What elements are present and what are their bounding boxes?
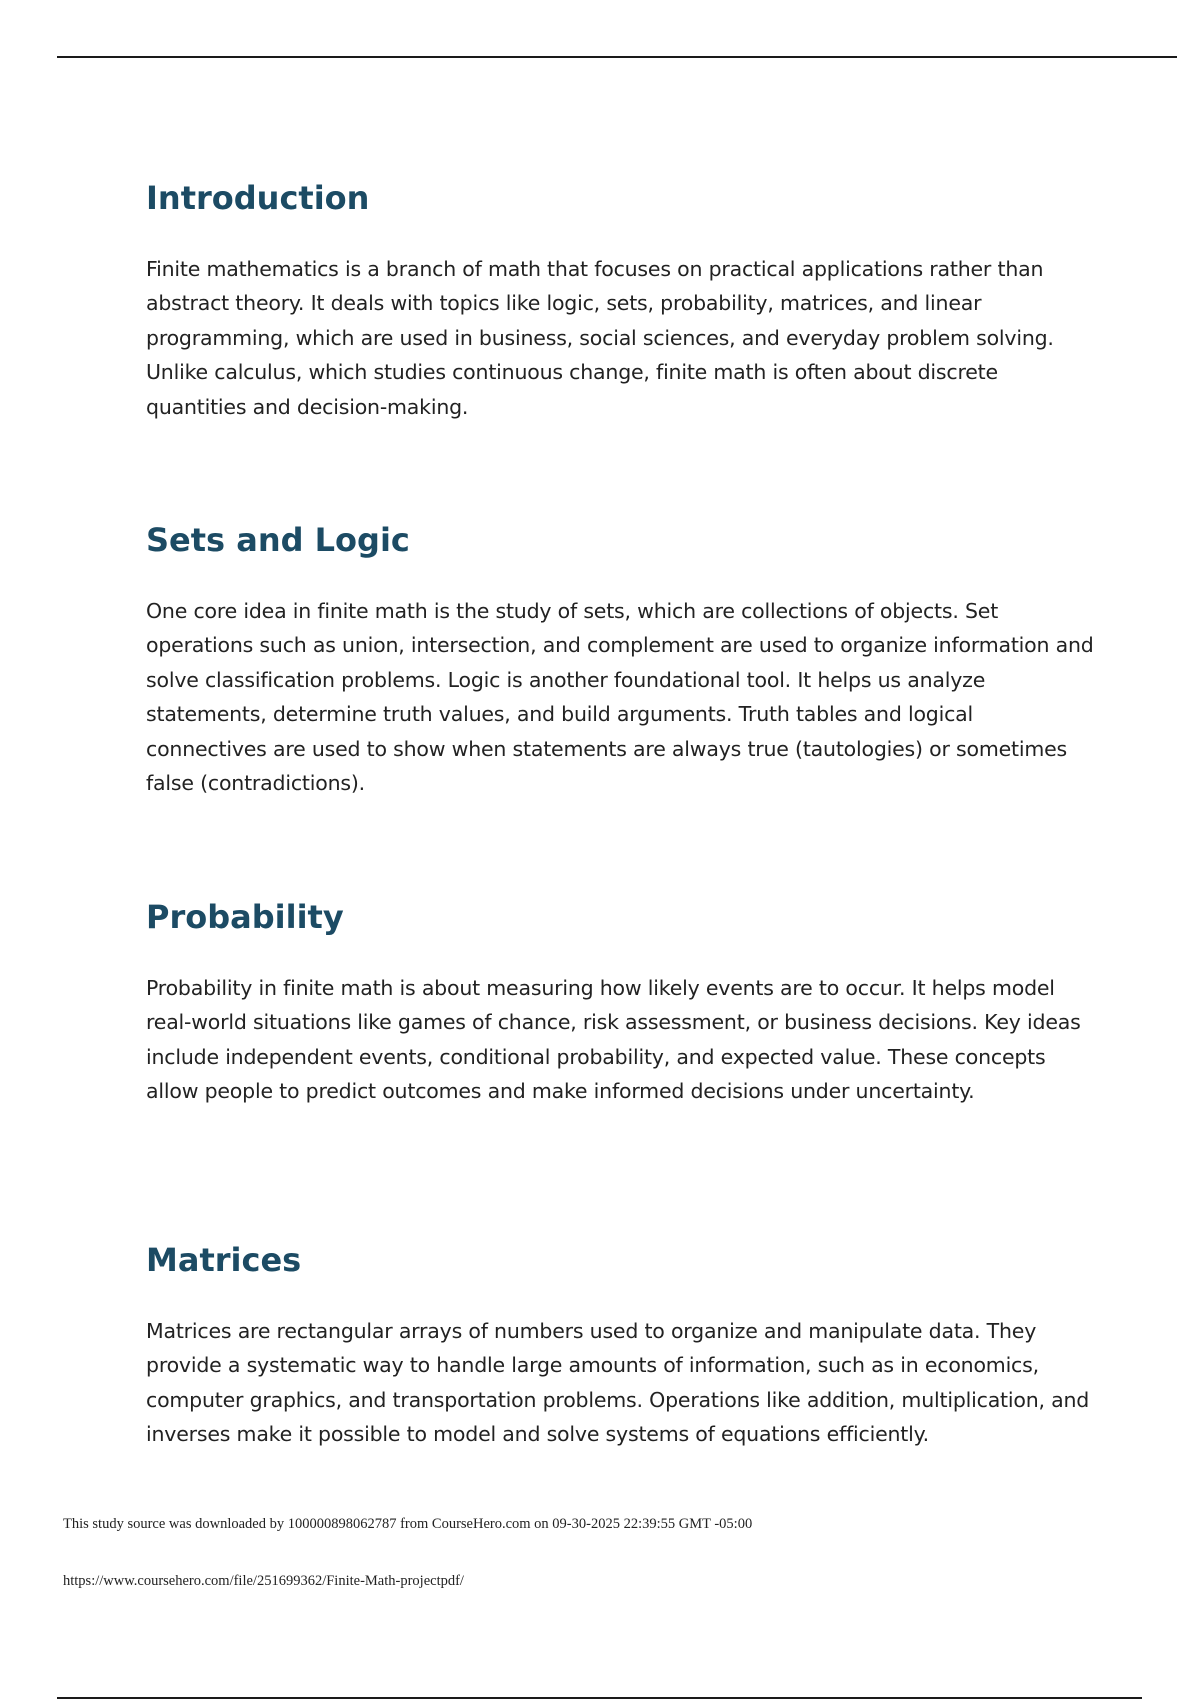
- section-paragraph: One core idea in finite math is the study of sets, which are collections of objects. Set operations such as union, intersection, and complement are used to organize information and solve classification problems. Logic is another foundational tool. It helps us analyze statements, determine truth values, and build arguments. Truth tables and logical connectives are used to show when statements are always true (tautologies) or sometimes false (contradictions).: [146, 599, 1094, 796]
- section-paragraph: Finite mathematics is a branch of math that focuses on practical applications rather than abstract theory. It deals with topics like logic, sets, probability, matrices, and linear programming, which are used in business, social sciences, and everyday problem solving. Unlike calculus, which studies continuous change, finite math is often about discrete quantities and decision-making.: [146, 257, 1054, 419]
- section-matrices: [146, 1238, 1096, 1447]
- section-paragraph: Probability in finite math is about measuring how likely events are to occur. It helps model real-world situations like games of chance, risk assessment, or business decisions. Key ideas include independent events, conditional probability, and expected value. These concepts allow people to predict outcomes and make informed decisions under uncertainty.: [146, 976, 1081, 1104]
- section-heading: Probability: [146, 898, 344, 936]
- section-heading: Introduction: [146, 179, 370, 217]
- section-introduction: [146, 176, 1096, 419]
- section-paragraph: Matrices are rectangular arrays of numbers used to organize and manipulate data. They provide a systematic way to handle large amounts of information, such as in economics, computer graphics, and transportation problems. Operations like addition, multiplication, and inverses make it possible to model and solve systems of equations efficiently.: [146, 1319, 1090, 1447]
- bottom-divider: [57, 1697, 1142, 1699]
- source-url[interactable]: https://www.coursehero.com/file/251699362/Finite-Math-projectpdf/: [63, 1573, 464, 1589]
- download-note: This study source was downloaded by 100000898062787 from CourseHero.com on 09-30-2025 22:39:55 GMT -05:00: [63, 1516, 753, 1532]
- section-probability: [146, 895, 1096, 1104]
- section-heading: Matrices: [146, 1241, 302, 1279]
- section-heading: Sets and Logic: [146, 521, 410, 559]
- section-sets-and-logic: [146, 518, 1096, 796]
- top-divider: [57, 56, 1177, 58]
